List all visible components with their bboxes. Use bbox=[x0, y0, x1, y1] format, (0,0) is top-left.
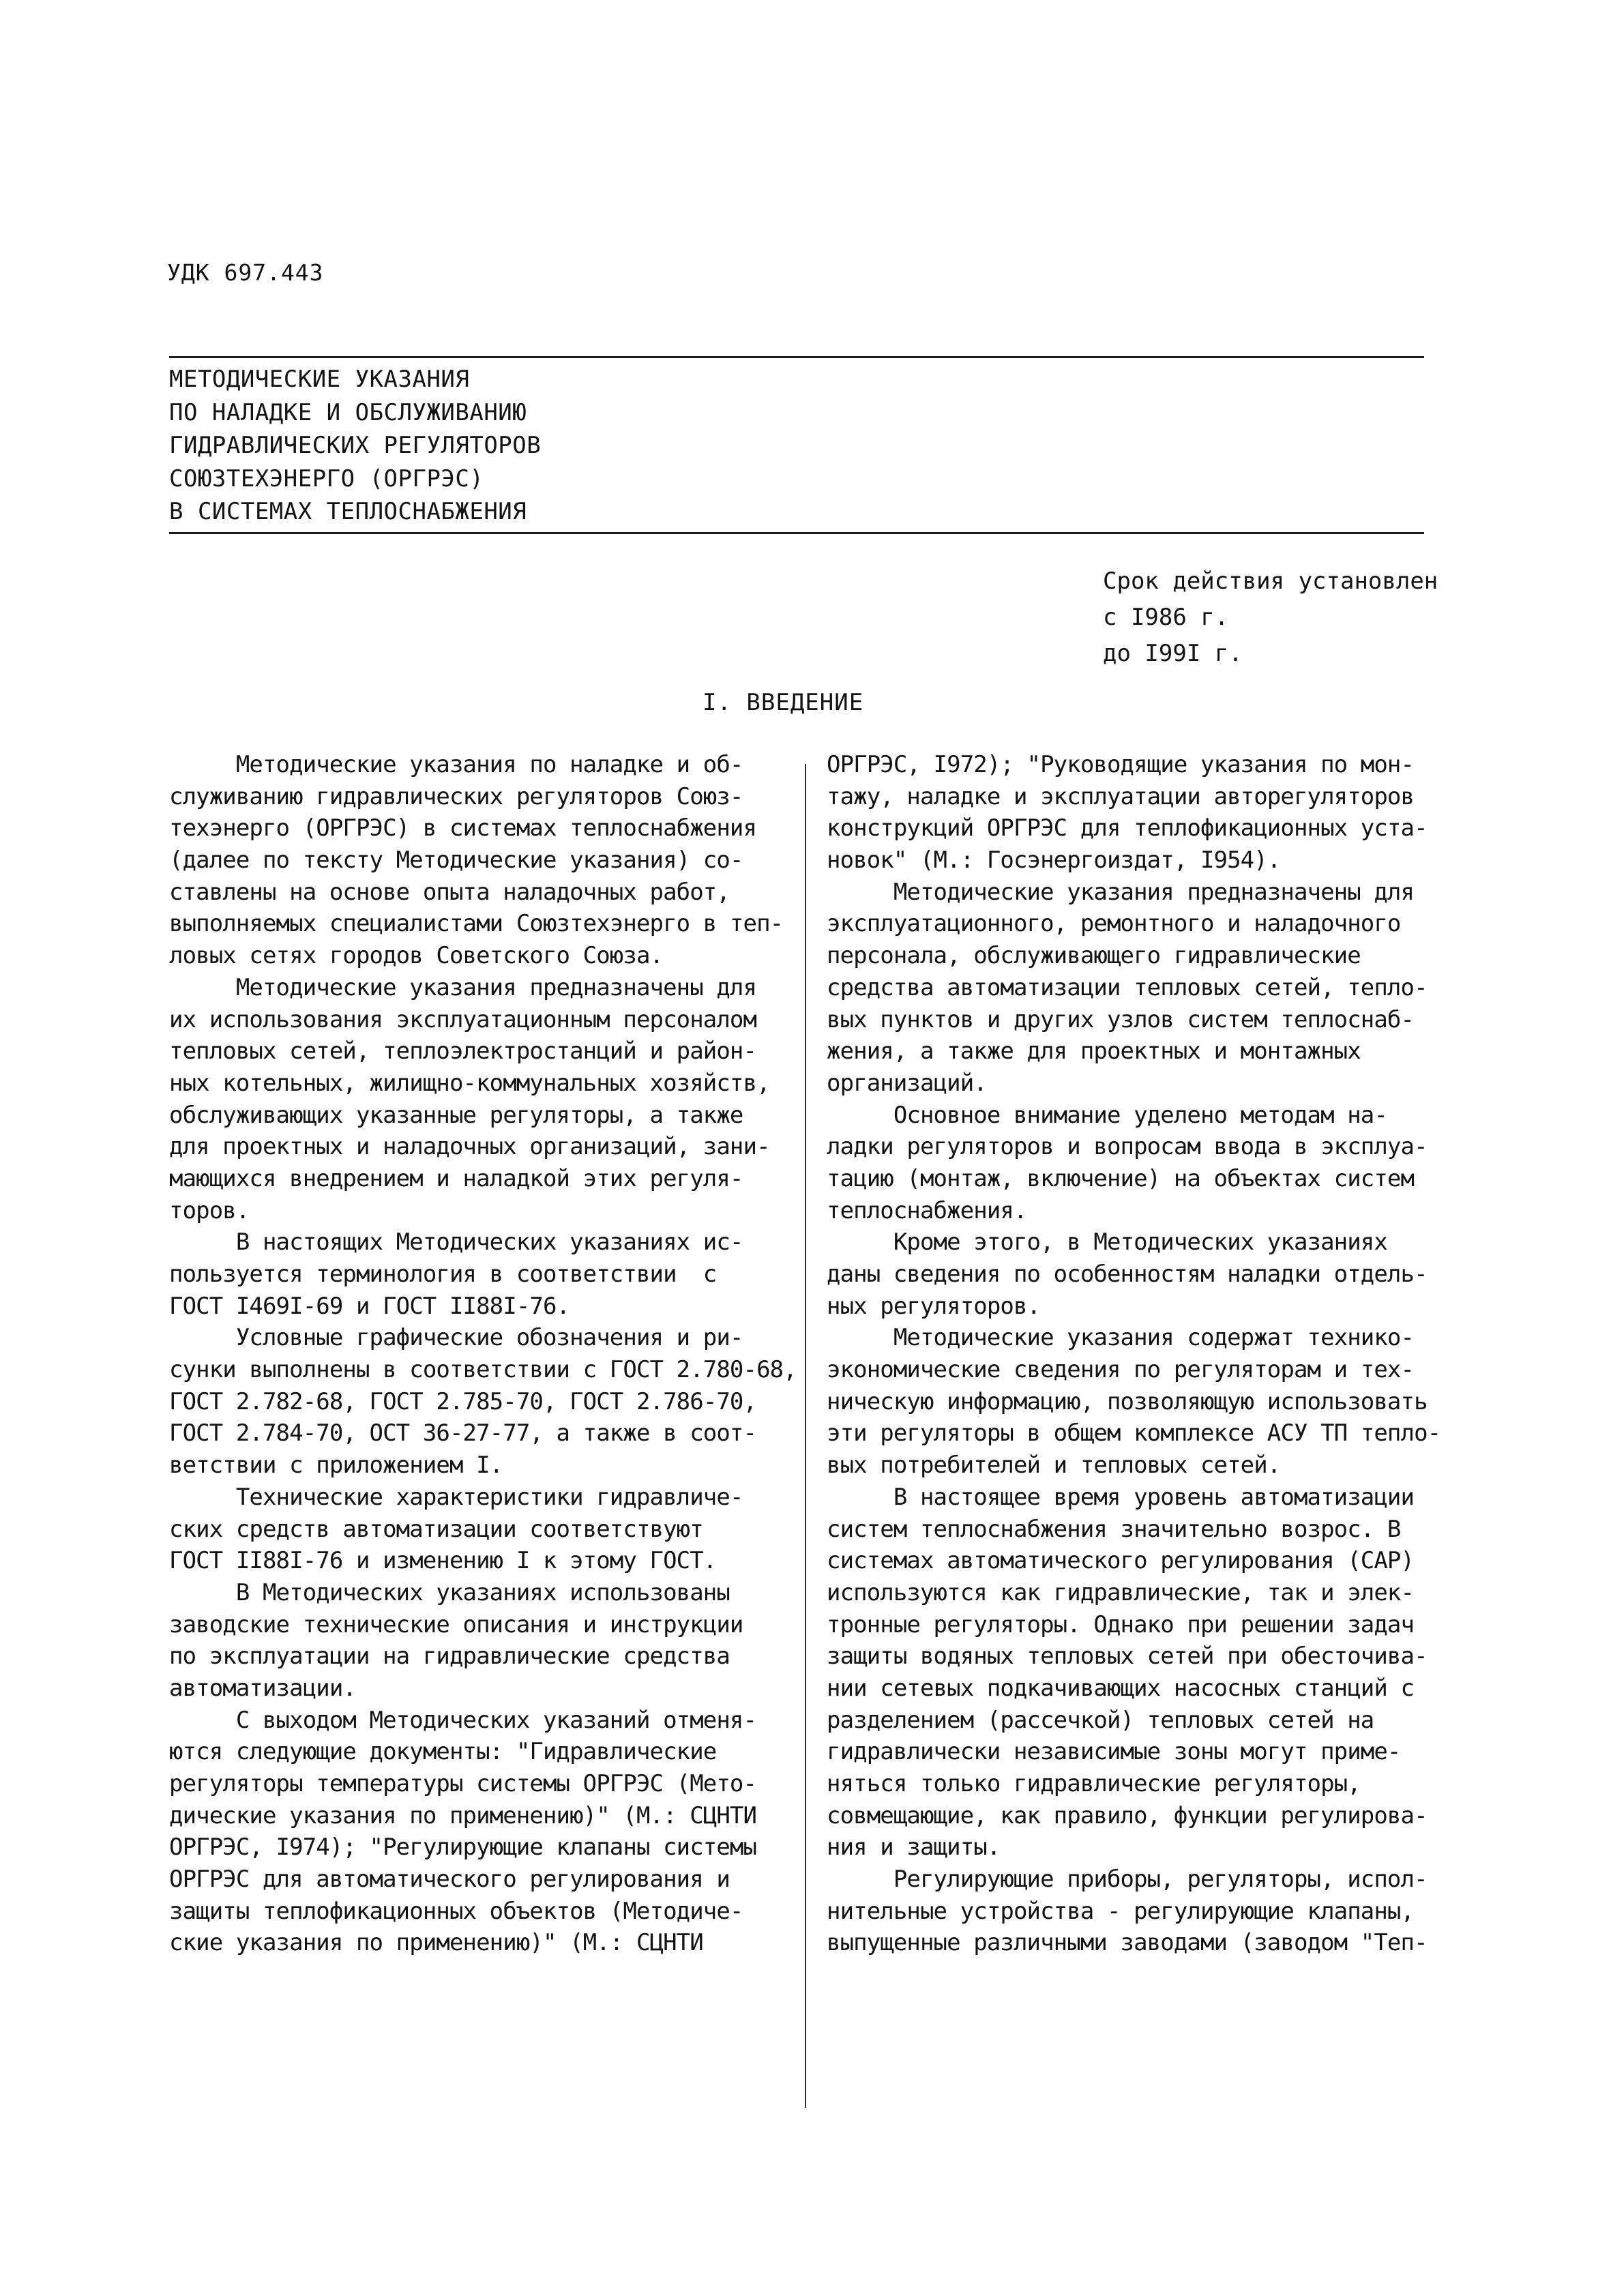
text-line: выпущенные различными заводами (заводом "Теп- bbox=[827, 1929, 1428, 1957]
text-line: ГОСТ I469I-69 и ГОСТ II88I-76. bbox=[169, 1292, 570, 1320]
title-line: ПО НАЛАДКЕ И ОБСЛУЖИВАНИЮ bbox=[169, 398, 527, 426]
title-top-rule bbox=[169, 356, 1424, 358]
text-line: ские указания по применению)" (М.: СЦНТИ bbox=[169, 1929, 703, 1957]
column-divider bbox=[805, 764, 806, 2108]
text-line: ГОСТ 2.782-68, ГОСТ 2.785-70, ГОСТ 2.786-70, bbox=[169, 1387, 757, 1415]
validity-line: до I99I г. bbox=[1103, 640, 1243, 667]
text-line: ются следующие документы: "Гидравлические bbox=[169, 1738, 717, 1766]
text-line: ладки регуляторов и вопросам ввода в эксплуа- bbox=[827, 1133, 1428, 1161]
text-line: вых потребителей и тепловых сетей. bbox=[827, 1452, 1281, 1480]
text-line: ных регуляторов. bbox=[827, 1292, 1041, 1320]
text-line: тронные регуляторы. Однако при решении задач bbox=[827, 1610, 1415, 1638]
text-line: даны сведения по особенностям наладки отдель- bbox=[827, 1261, 1428, 1288]
text-line: совмещающие, как правило, функции регулирова- bbox=[827, 1801, 1428, 1829]
title-line: В СИСТЕМАХ ТЕПЛОСНАБЖЕНИЯ bbox=[169, 498, 527, 525]
right-text-column bbox=[827, 749, 1454, 1959]
text-line: ловых сетях городов Советского Союза. bbox=[169, 942, 664, 970]
text-line: нии сетевых подкачивающих насосных станций с bbox=[827, 1674, 1415, 1702]
text-line: их использования эксплуатационным персоналом bbox=[169, 1005, 757, 1033]
text-line: мающихся внедрением и наладкой этих регуля- bbox=[169, 1164, 743, 1192]
text-line: (далее по тексту Методические указания) со- bbox=[169, 847, 743, 874]
text-line: гидравлически независимые зоны могут приме- bbox=[827, 1738, 1401, 1766]
text-line: регуляторы температуры системы ОРГРЭС (Мето- bbox=[169, 1770, 757, 1797]
text-line: экономические сведения по регуляторам и тех- bbox=[827, 1356, 1415, 1384]
title-line: ГИДРАВЛИЧЕСКИХ РЕГУЛЯТОРОВ bbox=[169, 432, 542, 459]
text-line: тацию (монтаж, включение) на объектах систем bbox=[827, 1164, 1415, 1192]
text-line: ских средств автоматизации соответствуют bbox=[169, 1515, 703, 1543]
text-line: техэнерго (ОРГРЭС) в системах теплоснабжения bbox=[169, 814, 757, 842]
text-line: автоматизации. bbox=[169, 1674, 356, 1702]
text-line: ОРГРЭС для автоматического регулирования и bbox=[169, 1866, 730, 1894]
text-line: для проектных и наладочных организаций, зани- bbox=[169, 1133, 770, 1161]
text-line: ГОСТ 2.784-70, ОСТ 36-27-77, а также в соот- bbox=[169, 1419, 757, 1447]
text-line: Регулирующие приборы, регуляторы, испол- bbox=[827, 1866, 1428, 1894]
document-title bbox=[169, 363, 988, 529]
text-line: торов. bbox=[169, 1196, 250, 1224]
text-line: няться только гидравлические регуляторы, bbox=[827, 1770, 1361, 1797]
text-line: эти регуляторы в общем комплексе АСУ ТП тепло- bbox=[827, 1419, 1441, 1447]
text-line: ОРГРЭС, I974); "Регулирующие клапаны системы bbox=[169, 1834, 757, 1861]
text-line: тажу, наладке и эксплуатации авторегуляторов bbox=[827, 782, 1415, 810]
text-line: дические указания по применению)" (М.: СЦНТИ bbox=[169, 1801, 757, 1829]
text-line: заводские технические описания и инструкции bbox=[169, 1610, 743, 1638]
text-line: В настоящих Методических указаниях ис- bbox=[169, 1228, 743, 1256]
validity-period bbox=[1103, 563, 1438, 672]
udk-code: УДК 697.443 bbox=[167, 259, 324, 286]
left-text-column bbox=[169, 749, 797, 1959]
text-line: Кроме этого, в Методических указаниях bbox=[827, 1228, 1387, 1256]
text-line: конструкций ОРГРЭС для теплофикационных уста- bbox=[827, 814, 1428, 842]
text-line: вых пунктов и других узлов систем теплоснаб- bbox=[827, 1005, 1415, 1033]
section-heading: I. ВВЕДЕНИЕ bbox=[703, 689, 864, 716]
text-line: Методические указания предназначены для bbox=[827, 878, 1415, 906]
text-line: служиванию гидравлических регуляторов Союз- bbox=[169, 782, 743, 810]
text-line: Основное внимание уделено методам на- bbox=[827, 1101, 1387, 1129]
text-line: персонала, обслуживающего гидравлические bbox=[827, 942, 1361, 970]
text-line: Условные графические обозначения и ри- bbox=[169, 1324, 743, 1352]
title-line: МЕТОДИЧЕСКИЕ УКАЗАНИЯ bbox=[169, 366, 470, 393]
text-line: тепловых сетей, теплоэлектростанций и район- bbox=[169, 1037, 757, 1065]
text-line: эксплуатационного, ремонтного и наладочного bbox=[827, 910, 1401, 938]
text-line: защиты теплофикационных объектов (Методиче- bbox=[169, 1897, 743, 1925]
text-line: выполняемых специалистами Союзтехэнерго в теп- bbox=[169, 910, 784, 938]
title-line: СОЮЗТЕХЭНЕРГО (ОРГРЭС) bbox=[169, 465, 484, 492]
text-line: средства автоматизации тепловых сетей, тепло- bbox=[827, 973, 1428, 1001]
text-line: Технические характеристики гидравличе- bbox=[169, 1483, 743, 1511]
text-line: ГОСТ II88I-76 и изменению I к этому ГОСТ. bbox=[169, 1547, 717, 1575]
text-line: Методические указания содержат технико- bbox=[827, 1324, 1415, 1352]
text-line: жения, а также для проектных и монтажных bbox=[827, 1037, 1361, 1065]
text-line: Методические указания предназначены для bbox=[169, 973, 757, 1001]
text-line: нительные устройства - регулирующие клапаны, bbox=[827, 1897, 1415, 1925]
text-line: ническую информацию, позволяющую использовать bbox=[827, 1387, 1428, 1415]
text-line: Методические указания по наладке и об- bbox=[169, 751, 743, 778]
text-line: системах автоматического регулирования (САР) bbox=[827, 1547, 1415, 1575]
text-line: систем теплоснабжения значительно возрос. В bbox=[827, 1515, 1401, 1543]
text-line: теплоснабжения. bbox=[827, 1196, 1027, 1224]
text-line: защиты водяных тепловых сетей при обесточива- bbox=[827, 1643, 1428, 1671]
text-line: обслуживающих указанные регуляторы, а также bbox=[169, 1101, 743, 1129]
text-line: разделением (рассечкой) тепловых сетей на bbox=[827, 1706, 1374, 1734]
text-line: ОРГРЭС, I972); "Руководящие указания по мон- bbox=[827, 751, 1415, 778]
text-line: ставлены на основе опыта наладочных работ, bbox=[169, 878, 730, 906]
text-line: по эксплуатации на гидравлические средства bbox=[169, 1643, 730, 1671]
text-line: ветствии с приложением I. bbox=[169, 1452, 503, 1480]
text-line: ных котельных, жилищно-коммунальных хозяйств, bbox=[169, 1069, 770, 1097]
text-line: С выходом Методических указаний отменя- bbox=[169, 1706, 757, 1734]
text-line: организаций. bbox=[827, 1069, 987, 1097]
text-line: ния и защиты. bbox=[827, 1834, 1001, 1861]
text-line: новок" (М.: Госэнергоиздат, I954). bbox=[827, 847, 1281, 874]
text-line: В Методических указаниях использованы bbox=[169, 1578, 730, 1606]
validity-line: Срок действия установлен bbox=[1103, 568, 1438, 595]
text-line: В настоящее время уровень автоматизации bbox=[827, 1483, 1415, 1511]
text-line: используются как гидравлические, так и элек- bbox=[827, 1578, 1415, 1606]
text-line: пользуется терминология в соответствии с bbox=[169, 1261, 717, 1288]
validity-line: с I986 г. bbox=[1103, 604, 1229, 631]
title-bottom-rule bbox=[169, 532, 1424, 534]
text-line: сунки выполнены в соответствии с ГОСТ 2.780-68, bbox=[169, 1356, 797, 1384]
